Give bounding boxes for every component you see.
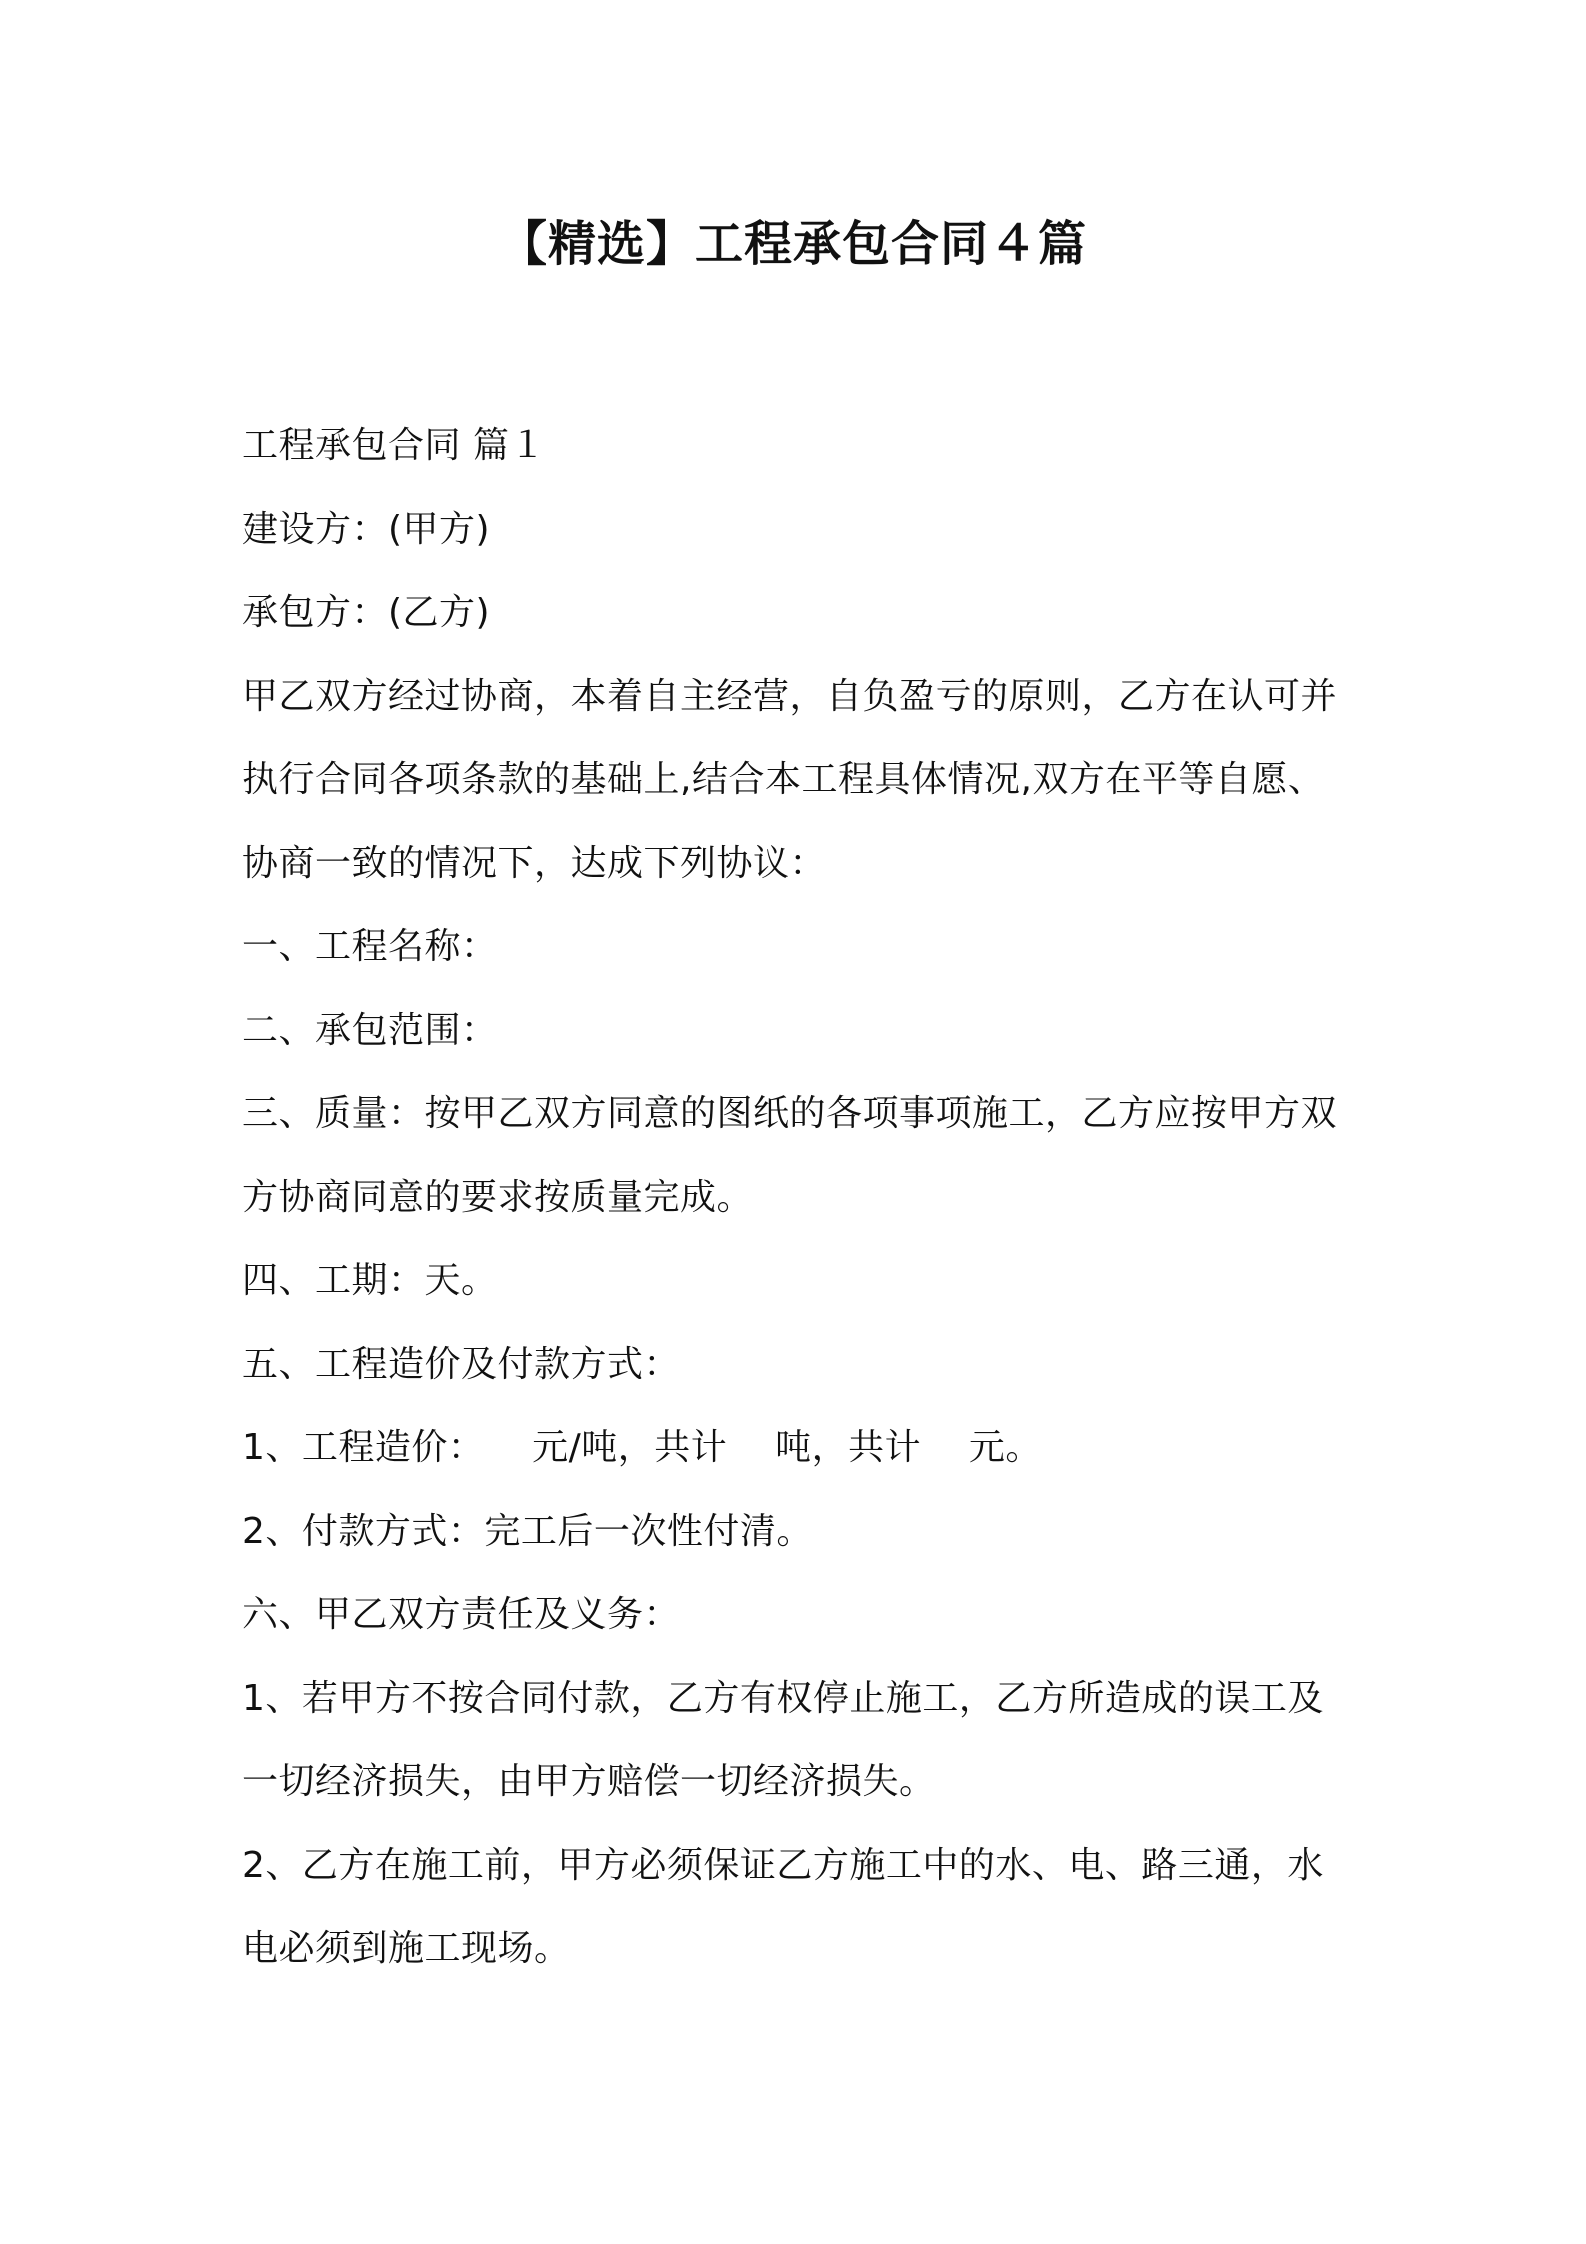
paragraph-line: 协商一致的情况下，达成下列协议：	[242, 842, 827, 884]
paragraph-line: 方协商同意的要求按质量完成。	[242, 1176, 754, 1218]
sub-clause-line: 2、付款方式：完工后一次性付清。	[242, 1510, 813, 1552]
party-b-line: 承包方：(乙方)	[242, 592, 491, 633]
document-title: 【精选】工程承包合同４篇	[498, 216, 1087, 272]
section-heading: 工程承包合同 篇１	[242, 425, 546, 466]
paragraph-line: 执行合同各项条款的基础上,结合本工程具体情况,双方在平等自愿、	[242, 759, 1325, 800]
clause-heading: 五、工程造价及付款方式：	[242, 1343, 681, 1385]
clause-heading: 一、工程名称：	[242, 926, 498, 967]
sub-clause-line: 电必须到施工现场。	[242, 1928, 571, 1969]
clause-heading: 六、甲乙双方责任及义务：	[242, 1594, 681, 1635]
paragraph-line: 三、质量：按甲乙双方同意的图纸的各项事项施工，乙方应按甲方双	[242, 1093, 1338, 1134]
sub-clause-line: 一切经济损失，由甲方赔偿一切经济损失。	[242, 1761, 936, 1802]
document-body	[242, 404, 1362, 1991]
party-a-line: 建设方：(甲方)	[242, 508, 491, 550]
sub-clause-line: 1、若甲方不按合同付款，乙方有权停止施工，乙方所造成的误工及	[242, 1677, 1324, 1719]
sub-clause-line: 1、工程造价： 元/吨，共计 吨，共计 元。	[242, 1427, 1042, 1468]
sub-clause-line: 2、乙方在施工前，甲方必须保证乙方施工中的水、电、路三通，水	[242, 1844, 1324, 1886]
clause-heading: 四、工期：天。	[242, 1260, 498, 1301]
clause-heading: 二、承包范围：	[242, 1009, 498, 1051]
paragraph-line: 甲乙双方经过协商，本着自主经营，自负盈亏的原则，乙方在认可并	[242, 675, 1338, 717]
